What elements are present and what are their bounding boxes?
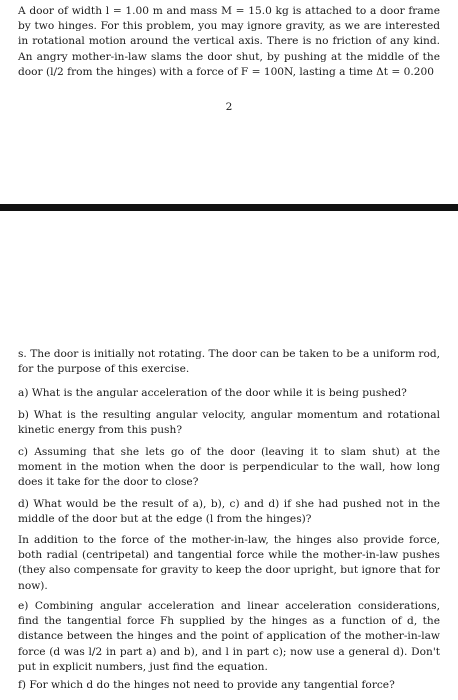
page-2-top [0, 212, 458, 700]
page-1-bottom [0, 0, 458, 200]
question-a: a) What is the angular acceleration of the door while it is being pushed? [18, 387, 407, 399]
hinge-force-paragraph: In addition to the force of the mother-in-law, the hinges also provide force, both radial (centripetal) and tangential force while the mother-in-law pushes (they also compensate for gravity to keep the door upright, but ignore that for now). [18, 534, 440, 592]
question-e: e) Combining angular acceleration and linear acceleration considerations, find the tangential force Fh supplied by the hinges as a function of d, the distance between the hinges and the point of application of the mother-in-law force (d was l/2 in part a) and b), and l in part c); now use a general d). Don't put in explicit numbers, just find the equation. [18, 600, 440, 673]
intro-paragraph: A door of width l = 1.00 m and mass M = 15.0 kg is attached to a door frame by two hinges. For this problem, you may ignore gravity, as we are interested in rotational motion around the vertical axis. There is no friction of any kind. An angry mother-in-law slams the door shut, by pushing at the middle of the door (l/2 from the hinges) with a force of F = 100N, lasting a time Δt = 0.200 [18, 5, 440, 78]
page-divider [0, 204, 458, 211]
question-d: d) What would be the result of a), b), c) and d) if she had pushed not in the middle of the door but at the edge (l from the hinges)? [18, 498, 440, 526]
question-b: b) What is the resulting angular velocity, angular momentum and rotational kinetic energy from this push? [18, 409, 440, 437]
question-c: c) Assuming that she lets go of the door (leaving it to slam shut) at the moment in the motion when the door is perpendicular to the wall, how long does it take for the door to close? [18, 446, 440, 489]
continuation-paragraph: s. The door is initially not rotating. The door can be taken to be a uniform rod, for the purpose of this exercise. [18, 348, 440, 376]
question-f: f) For which d do the hinges not need to provide any tangential force? [18, 679, 395, 691]
page-number: 2 [225, 101, 233, 113]
